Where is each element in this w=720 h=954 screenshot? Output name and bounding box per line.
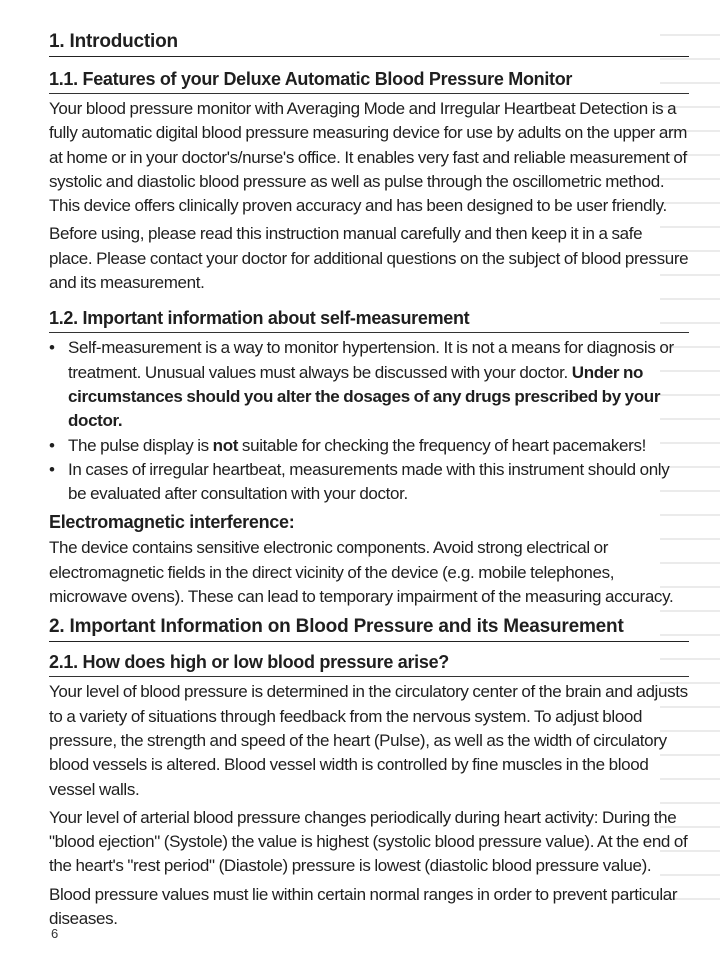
bullet-icon: • (49, 435, 55, 455)
warning-text: Under no circumstances should you alter the dosages of any drugs prescribed by your doctor. (68, 362, 661, 431)
bullet-text: suitable for checking the frequency of heart pacemakers! (238, 435, 646, 455)
blood-pressure-paragraph-1: Your level of blood pressure is determined in the circulatory center of the brain and adjusts to a variety of situations through feedback from the nervous system. To adjust blood pressure, the strength and speed of the heart (Pulse), as well as the width of circulatory blood vessels is altered. Blood vessel width is controlled by fine muscles in the blood vessel walls. (49, 682, 688, 799)
list-item (49, 434, 689, 458)
blood-pressure-paragraph-3: Blood pressure values must lie within certain normal ranges in order to prevent particular diseases. (49, 884, 678, 929)
features-paragraph: Your blood pressure monitor with Averaging Mode and Irregular Heartbeat Detection is a fully automatic digital blood pressure measuring device for use by adults on the upper arm at home or in your doctor's/nurse's office. It enables very fast and reliable measurement of systolic and diastolic blood pressure as well as pulse through the oscillometric method. This device offers clinically proven accuracy and has been designed to be user friendly. (49, 99, 688, 216)
emphasis-text: not (212, 435, 239, 455)
page-number: 6 (51, 926, 59, 941)
divider (49, 93, 689, 94)
emi-paragraph: The device contains sensitive electronic components. Avoid strong electrical or electromagnetic fields in the direct vicinity of the device (e.g. mobile telephones, microwave ovens). These can lead to temporary impairment of the measuring accuracy. (49, 538, 674, 607)
divider (49, 332, 689, 333)
list-item (49, 458, 689, 507)
emi-heading: Electromagnetic interference: (49, 512, 295, 533)
self-measurement-list (49, 336, 689, 506)
self-measurement-block (49, 306, 689, 506)
before-using-paragraph: Before using, please read this instruction manual carefully and then keep it in a safe place. Please contact your doctor for additional questions on the subject of blood pressure and its measurement. (49, 224, 689, 293)
section-1-heading: 1. Introduction (49, 30, 689, 57)
features-heading: 1.1. Features of your Deluxe Automatic Blood Pressure Monitor (49, 69, 573, 89)
features-block (49, 67, 689, 295)
list-item (49, 336, 689, 433)
emi-block (49, 510, 689, 609)
manual-page (49, 30, 689, 931)
blood-pressure-block (49, 650, 689, 931)
bullet-text: In cases of irregular heartbeat, measurements made with this instrument should only be evaluated after consultation with your doctor. (68, 459, 670, 504)
bullet-text: Self-measurement is a way to monitor hypertension. It is not a means for diagnosis or treatment. Unusual values must always be discussed with your doctor. (68, 338, 674, 382)
section-2-heading: 2. Important Information on Blood Pressure and its Measurement (49, 615, 689, 642)
divider (49, 676, 689, 677)
bullet-icon: • (49, 338, 55, 358)
blood-pressure-paragraph-2: Your level of arterial blood pressure changes periodically during heart activity: During the "blood ejection" (Systole) the value is highest (systolic blood pressure value). At the end of the heart's "rest period" (Diastole) pressure is lowest (diastolic blood pressure value). (49, 807, 688, 876)
bullet-text: The pulse display is (68, 435, 213, 455)
self-measurement-heading: 1.2. Important information about self-measurement (49, 308, 470, 329)
blood-pressure-heading: 2.1. How does high or low blood pressure arise? (49, 652, 449, 673)
bullet-icon: • (49, 459, 55, 479)
